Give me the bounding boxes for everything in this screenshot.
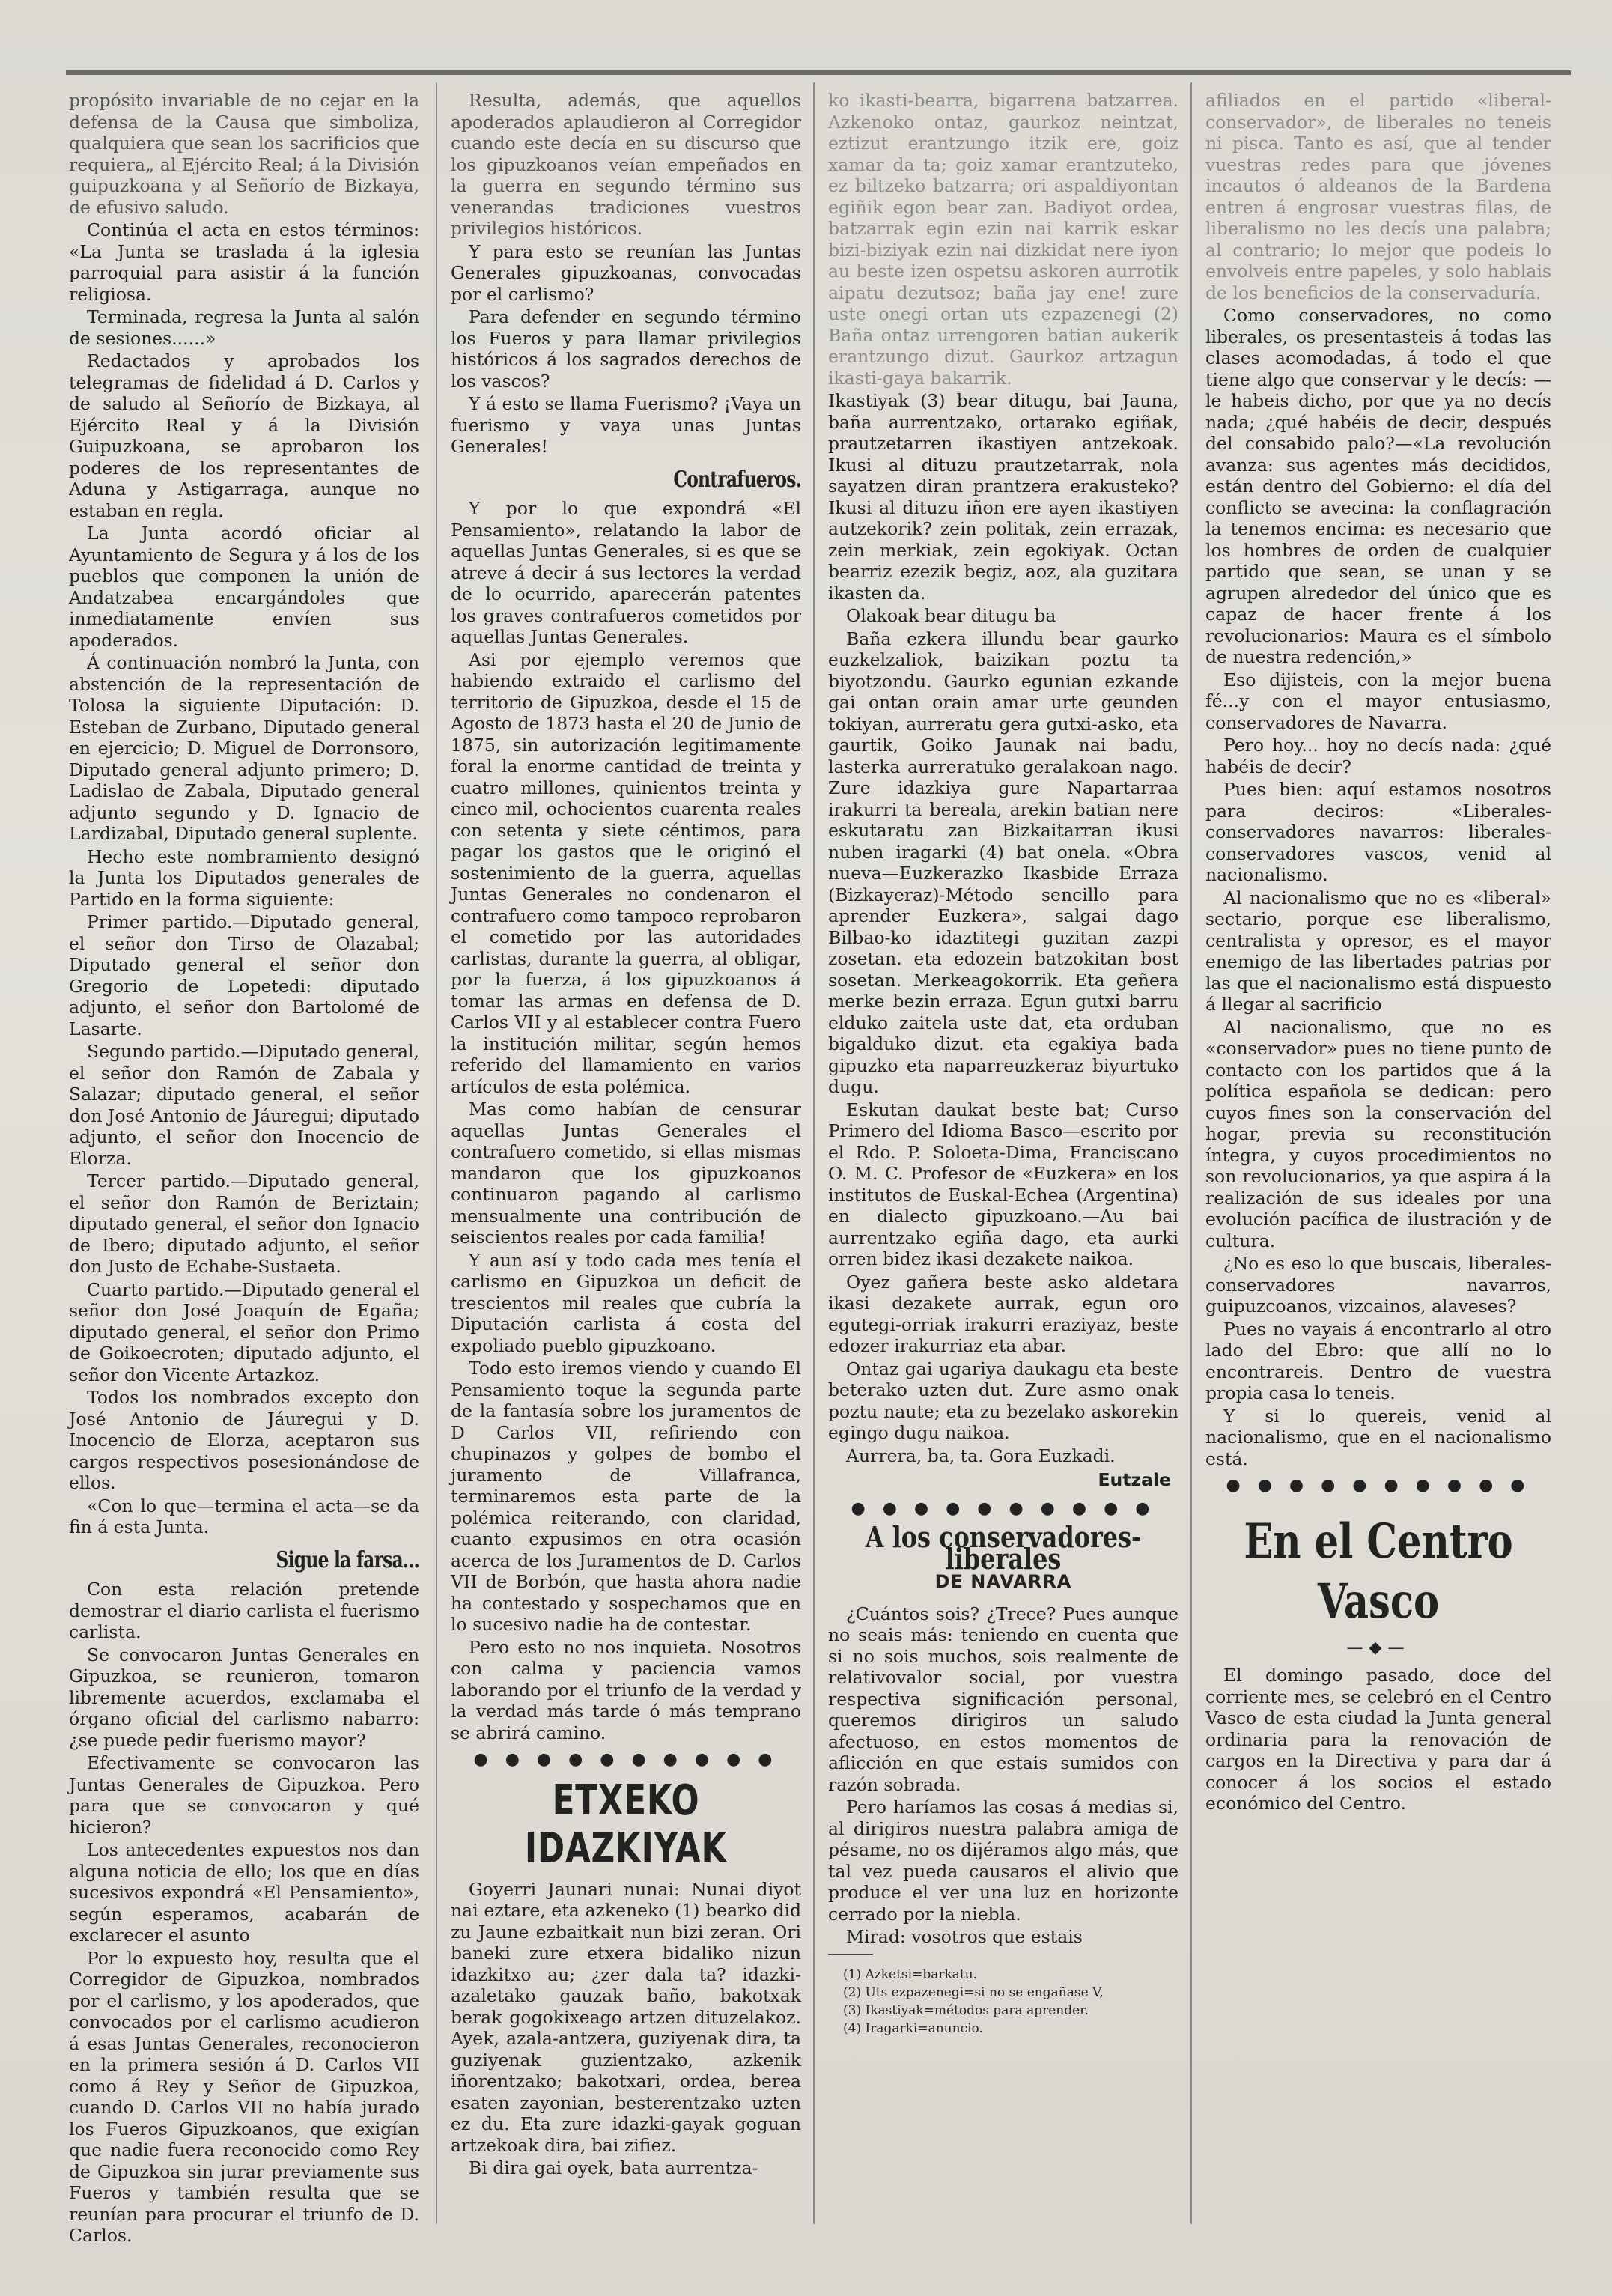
col2-paragraph: Pero esto no nos inquieta. Nosotros con calma y paciencia vamos laborando por el triunfo de la verdad y la verdad más tarde ó más temprano se abrirá camino.	[451, 1636, 801, 1743]
signature: Eutzale	[1098, 1469, 1171, 1490]
ornament-divider: —◆—	[1346, 1638, 1411, 1657]
col3-paragraph: Olakoak bear ditugu ba	[846, 605, 1056, 626]
col2-paragraph: Resulta, además, que aquellos apoderados aplaudieron al Corregidor cuando este decía en su discurso que los gipuzkoanos veían empeñados en la guerra en segundo término sus venerandas tradiciones vuestros privilegios históricos.	[451, 90, 801, 239]
col3-paragraph: Eskutan daukat beste bat; Curso Primero del Idioma Basco—escrito por el Rdo. P. Soloeta-Dima, Franciscano O. M. C. Profesor de «Euzkera» en los institutos de Euskal-Echea (Argentina) en dialecto gipuzkoano.—Au bai aurrentzako egiña dago, eta aurki orren bidez ikasi dezakete naikoa.	[828, 1099, 1178, 1269]
col1-paragraph: Cuarto partido.—Diputado general el señor don José Joaquín de Egaña; diputado general, el señor don Primo de Goikoecroten; diputado adjunto, el señor don Vicente Artazkoz.	[69, 1278, 419, 1385]
col1-paragraph: Segundo partido.—Diputado general, el señor don Ramón de Zabala y Salazar; diputado general, el señor don José Antonio de Jáuregui; diputado adjunto, el señor don Inocencio de Elorza.	[69, 1041, 419, 1169]
col4-paragraph: Pues bien: aquí estamos nosotros para deciros: «Liberales-conservadores navarros: liberales-conservadores vascos, venid al nacionalismo.	[1205, 779, 1551, 885]
col4-paragraph: Como conservadores, no como liberales, os presentasteis á todas las clases acomodadas, á todo el que tiene algo que conservar y le decís: —le habeis dicho, por que ya no decís nada; ¿qué habéis de decir, después del consabido palo?—«La revolución avanza: sus agentes más decididos, están dentro del Gobierno: el día del conflicto se avecina: la conflagración la tenemos encima: es necesario que los hombres de orden de cualquier partido que sean, se unan y se agrupen alrededor del único que es capaz de hacer frente á los revolucionarios: Maura es el símbolo de nuestra redención,»	[1205, 305, 1551, 667]
col2-paragraph: Para defender en segundo término los Fueros y para llamar privilegios históricos á los sagrados derechos de los vascos?	[451, 306, 801, 392]
column-3	[828, 90, 1178, 2224]
col4-paragraph: Al nacionalismo que no es «liberal» sectario, porque ese liberalismo, centralista y opresor, es el mayor enemigo de las libertades patrias por las que el nacionalismo está dispuesto á llegar al sacrificio	[1205, 887, 1551, 1015]
col1-paragraph: Todos los nombrados excepto don José Antonio de Jáuregui y D. Inocencio de Elorza, aceptaron sus cargos respectivos posesionándose de ellos.	[69, 1387, 419, 1493]
col2-paragraph: Bi dira gai oyek, bata aurrentza-	[469, 2157, 758, 2178]
col3-paragraph: ¿Cuántos sois? ¿Trece? Pues aunque no seais más: teniendo en cuenta que si no sois muchos, sois realmente de relativovalor social, por vuestra respectiva significación personal, queremos dirigiros un saludo afectuoso, en estos momentos de aflicción en que estais sumidos con razón sobrada.	[828, 1603, 1178, 1795]
col1-paragraph: Con esta relación pretende demostrar el diario carlista el fuerismo carlista.	[69, 1579, 419, 1642]
col2-paragraph: Y á esto se llama Fuerismo? ¡Vaya un fuerismo y vaya unas Juntas Generales!	[451, 393, 801, 457]
col3-paragraph: Baña ezkera illundu bear gaurko euzkelzaliok, baizikan poztu ta biyotzondu. Gaurko egunian ezkande gai ontan orain amar urte geunden tokiyan, aurreratu gera gutxi-asko, eta gaurtik, Goiko Jaunak nai badu, lasterka aurreratuko geralakoan nago. Zure idazkiya gure Napartarraa irakurri ta bereala, arekin batian nere eskutaratu zan Bizkaitarran ikusi nuben iragarki (4) bat onela. «Obra nueva—Euzkerazko Ikasbide Erraza (Bizkayeraz)-Método sencillo para aprender Euzkera», salgai dago Bilbao-ko idaztitegi guzitan zazpi zosetan. eta edozein batzokitan bost sosetan. Merkeagokorrik. Eta geñera merke bezin erraza. Egun gutxi barru elduko zaitela uste dat, eta orduban bigalduko dizut. eta egakiya bada gipuzko eta naparreuzkeraz biyurtuko dugu.	[828, 628, 1178, 1097]
col2-paragraph: Y aun así y todo cada mes tenía el carlismo en Gipuzkoa un deficit de trescientos mil reales que cubría la Diputación carlista á costa del expoliado pueblo gipuzkoano.	[451, 1249, 801, 1356]
col4-paragraph: Y si lo quereis, venid al nacionalismo, que en el nacionalismo está.	[1205, 1405, 1551, 1469]
col4-paragraph: ¿No es eso lo que buscais, liberales-conservadores navarros, guipuzcoanos, vizcainos, alaveses?	[1205, 1253, 1551, 1316]
col1-paragraph: Efectivamente se convocaron las Juntas Generales de Gipuzkoa. Pero para que se convocaron y qué hicieron?	[69, 1752, 419, 1838]
col1-paragraph: Á continuación nombró la Junta, con abstención de la representación de Tolosa la siguiente Diputación: D. Esteban de Zurbano, Diputado general en ejercicio; D. Miguel de Dorronsoro, Diputado general adjunto primero; D. Ladislao de Zabala, Diputado general adjunto segundo y D. Ignacio de Lardizabal, Diputado general suplente.	[69, 652, 419, 844]
col1-paragraph: Redactados y aprobados los telegramas de fidelidad á D. Carlos y de saludo al Señorío de Bizkaya, al Ejército Real y á la División Guipuzkoana, se aprobaron los poderes de los representantes de Aduna y Astigarraga, aunque no estaban en regla.	[69, 350, 419, 521]
footnotes	[828, 1966, 1178, 2038]
col1-paragraph: propósito invariable de no cejar en la defensa de la Causa que simboliza, qualquiera que sean los sacrificios que requiera„ al Ejército Real; á la División guipuzkoana y al Señorío de Bizkaya, de efusivo saludo.	[69, 90, 419, 218]
col3-paragraph: Mirad: vosotros que estais	[846, 1926, 1083, 1947]
ornament-divider: ● ● ● ● ● ● ● ● ● ●	[473, 1750, 779, 1769]
section-heading-etxeko-idazkiyak: ETXEKO IDAZKIYAK	[524, 1776, 728, 1873]
col2-paragraph: Mas como habían de censurar aquellas Juntas Generales el contrafuero cometido, si ellas mismas mandaron que los gipuzkoanos continuaron pagando al carlismo mensualmente una contribución de seiscientos reales por cada familia!	[451, 1099, 801, 1248]
col4-paragraph: Pero hoy... hoy no decís nada: ¿qué habéis de decir?	[1205, 735, 1551, 777]
col1-paragraph: La Junta acordó oficiar al Ayuntamiento de Segura y á los de los pueblos que componen la unión de Andatzabea encargándoles que inmediatamente envíen sus apoderados.	[69, 523, 419, 651]
col2-paragraph: Goyerri Jaunari nunai: Nunai diyot nai eztare, eta azkeneko (1) bearko did zu Jaune ezbaitkait nun bizi zeran. Ori baneki zure etxera bidaliko nizun idazkitxo au; ¿zer dala ta? idazki-azaletako gauzak baño, bakotxak berak gogokixeago artzen dituzelakoz. Ayek, azala-antzera, guziyenak dira, ta guziyenak guzientzako, azkenik iñorentzako; bakotxari, ordea, berea esaten zayonian, besterentzako uzten ez du. Eta zure idazki-gayak goguan artzekoak dira, bai zifiez.	[451, 1878, 801, 2156]
col1-paragraph: Se convocaron Juntas Generales en Gipuzkoa, se reunieron, tomaron libremente acuerdos, exclamaba el órgano oficial del carlismo nabarro: ¿se puede pedir fuerismo mayor?	[69, 1644, 419, 1751]
col1-paragraph: Por lo expuesto hoy, resulta que el Corregidor de Gipuzkoa, nombrados por el carlismo, y los apoderados, que convocados por el carlismo acudieron á esas Juntas Generales, reconocieron en la primera sesión á D. Carlos VII como á Rey y Señor de Gipuzkoa, cuando D. Carlos VII no había jurado los Fueros Gipuzkoanos, que exigían que nadie fuera reconocido como Rey de Gipuzkoa sin jurar previamente sus Fueros y también resulta que se reunían para procurar el triunfo de D. Carlos.	[69, 1947, 419, 2246]
col3-paragraph: Pero haríamos las cosas á medias si, al dirigiros nuestra palabra amiga de pésame, no os dijéramos algo más, que tal vez pueda causaros el alivio que produce el ver una luz en horizonte cerrado por la niebla.	[828, 1797, 1178, 1925]
col4-paragraph: afiliados en el partido «liberal-conservador», de liberales no teneis ni pisca. Tanto es así, que al tender vuestras redes para que jóvenes incautos ó aldeanos de la Bardena entren á engrosar vuestras filas, de liberalismo no les decís una palabra; al contrario; lo mejor que podeis lo envolveis entre papeles, y solo hablais de los beneficios de la conservaduría.	[1205, 90, 1551, 303]
col2-paragraph: Asi por ejemplo veremos que habiendo extraido el carlismo del territorio de Gipuzkoa, desde el 15 de Agosto de 1873 hasta el 20 de Junio de 1875, sin autorización legitimamente foral la enorme cantidad de treinta y cuatro millones, quinientos treinta y cinco mil, ochocientos cuarenta reales con setenta y siete céntimos, para pagar los gastos que le originó el sostenimiento de la guerra, aquellas Juntas Generales no condenaron el contrafuero como tampoco reprobaron el cometido por las autoridades carlistas, durante la guerra, al obligar, por la fuerza, á los gipuzkoanos á tomar las armas en defensa de D. Carlos VII y al establecer contra Fuero la institución militar, según hemos referido del llamamiento en varios artículos de esta polémica.	[451, 649, 801, 1097]
column-1	[69, 90, 419, 2246]
section-heading-contrafueros: Contrafueros.	[673, 466, 801, 493]
column-rule-3	[1190, 82, 1192, 2224]
col4-paragraph: Pues no vayais á encontrarlo al otro lado del Ebro: que allí no lo encontrareis. Dentro de vuestra propia casa lo teneis.	[1205, 1318, 1551, 1403]
col3-paragraph: Ikastiyak (3) bear ditugu, bai Jauna, baña aurrentzako, ortarako egiñak, prautzetarren ikastiyen antzekoak. Ikusi al dituzu prautzetarrak, nola sayatzen diran prantzera erakusteko? Ikusi al dituzu iñon ere ayen ikastiyen autzekorik? zein politak, zein errazak, zein merkiak, zein egokiyak. Octan bearriz ezezik begiz, aoz, ala guzitara ikasten da.	[828, 390, 1178, 604]
top-rule	[66, 70, 1571, 75]
footnote-rule	[828, 1954, 873, 1955]
footnote: (1) Azketsi=barkatu.	[843, 1967, 978, 1982]
footnote: (3) Ikastiyak=métodos para aprender.	[843, 2002, 1089, 2018]
column-4	[1205, 90, 1551, 2224]
col1-paragraph: Terminada, regresa la Junta al salón de sesiones......»	[69, 306, 419, 349]
ornament-divider: ● ● ● ● ● ● ● ● ● ●	[851, 1498, 1156, 1518]
footnote: (4) Iragarki=anuncio.	[843, 2020, 983, 2036]
col3-paragraph: ko ikasti-bearra, bigarrena batzarrea. Azkenoko ontaz, gaurkoz neintzat, eztizut erantzungo itzik ere, goiz xamar da ta; goiz xamar erantzuteko, ez biltzeko batzarra; ori aspaldiyontan egiñik egon bear zan. Badiyot ordea, batzarrak egin ezin nai karrik eskar bizi-biziyak ezin nai dizkidat nere iyon au beste izen ospetsu askoren aurrotik aipatu dezutsoz; baña jay ene! zure uste onegi ortan uts ezpazenegi (2) Baña ontaz urrengoren batian aukerik erantzungo dizut. Gaurkoz artzagun ikasti-gaya bakarrik.	[828, 90, 1178, 389]
col1-paragraph: «Con lo que—termina el acta—se da fin á esta Junta.	[69, 1495, 419, 1537]
column-rule-2	[813, 82, 815, 2224]
col1-paragraph: Hecho este nombramiento designó la Junta los Diputados generales de Partido en la forma siguiente:	[69, 845, 419, 910]
footnote: (2) Uts ezpazenegi=si no se engañase V,	[843, 1984, 1104, 2000]
section-subheading: DE NAVARRA	[934, 1571, 1072, 1592]
col3-paragraph: Aurrera, ba, ta. Gora Euzkadi.	[846, 1445, 1116, 1466]
col4-paragraph: Al nacionalismo, que no es «conservador» pues no tiene punto de contacto con los partidos que á la política española se dedican: pero cuyos fines son la conservación del hogar, previa su reconstitución íntegra, y cuyos procedimientos no son revolucionarios, ya que aspira á la realización de sus ideales por una evolución pacífica de ilustración y de cultura.	[1205, 1016, 1551, 1251]
col1-paragraph: Primer partido.—Diputado general, el señor don Tirso de Olazabal; Diputado general el señor don Gregorio de Lopetedi: diputado adjunto, el señor don Bartolomé de Lasarte.	[69, 911, 419, 1039]
col4-paragraph: Eso dijisteis, con la mejor buena fé...y con el mayor entusiasmo, conservadores de Navarra.	[1205, 669, 1551, 733]
col2-paragraph: Y para esto se reunían las Juntas Generales gipuzkoanas, convocadas por el carlismo?	[451, 240, 801, 305]
column-rule-1	[436, 82, 437, 2224]
col4-paragraph: El domingo pasado, doce del corriente mes, se celebró en el Centro Vasco de esta ciudad la Junta general ordinaria para la renovación de cargos en la Directiva y para dar á conocer á los socios el estado económico del Centro.	[1205, 1665, 1551, 1814]
section-heading-conservadores: A los conservadores-liberales	[865, 1520, 1142, 1576]
col3-paragraph: Oyez gañera beste asko aldetara ikasi dezakete aurrak, egun oro egutegi-orriak irakurri eraziyaz, beste edozer irakurriaz eta abar.	[828, 1271, 1178, 1356]
col1-paragraph: Tercer partido.—Diputado general, el señor don Ramón de Beriztain; diputado general, el señor don Ignacio de Ibero; diputado adjunto, el señor don Justo de Echabe-Sustaeta.	[69, 1170, 419, 1277]
ornament-divider: ● ● ● ● ● ● ● ● ● ●	[1226, 1476, 1531, 1495]
col1-paragraph: Los antecedentes expuestos nos dan alguna noticia de ello; los que en días sucesivos expondrá «El Pensamiento», según esperamos, acabarán de exclarecer el asunto	[69, 1839, 419, 1946]
col2-paragraph: Y por lo que expondrá «El Pensamiento», relatando la labor de aquellas Juntas Generales, si es que se atreve á decir á sus lectores la verdad de lo ocurrido, aparecerán patentes los graves contrafueros cometidos por aquellas Juntas Generales.	[451, 498, 801, 647]
col2-paragraph: Todo esto iremos viendo y cuando El Pensamiento toque la segunda parte de la fantasía sobre los juramentos de D Carlos VII, refiriendo con chupinazos y golpes de bombo el juramento de Villafranca, terminaremos esta parte de la polémica reiterando, con claridad, cuanto expusimos en otra ocasión acerca de los Juramentos de D. Carlos VII de Borbón, que hasta ahora nadie ha contestado y sospechamos que en lo sucesivo nadie ha de contestar.	[451, 1358, 801, 1635]
section-heading-sigue-la-farsa: Sigue la farsa...	[276, 1546, 419, 1573]
section-heading-centro-vasco: En el Centro Vasco	[1244, 1513, 1513, 1630]
col3-paragraph: Ontaz gai ugariya daukagu eta beste beterako uzten dut. Zure asmo onak poztu naute; eta zu bezelako askorekin egingo dugu naikoa.	[828, 1358, 1178, 1443]
column-2	[451, 90, 801, 2224]
col1-paragraph: Continúa el acta en estos términos: «La Junta se traslada á la iglesia parroquial para asistir á la función religiosa.	[69, 219, 419, 305]
